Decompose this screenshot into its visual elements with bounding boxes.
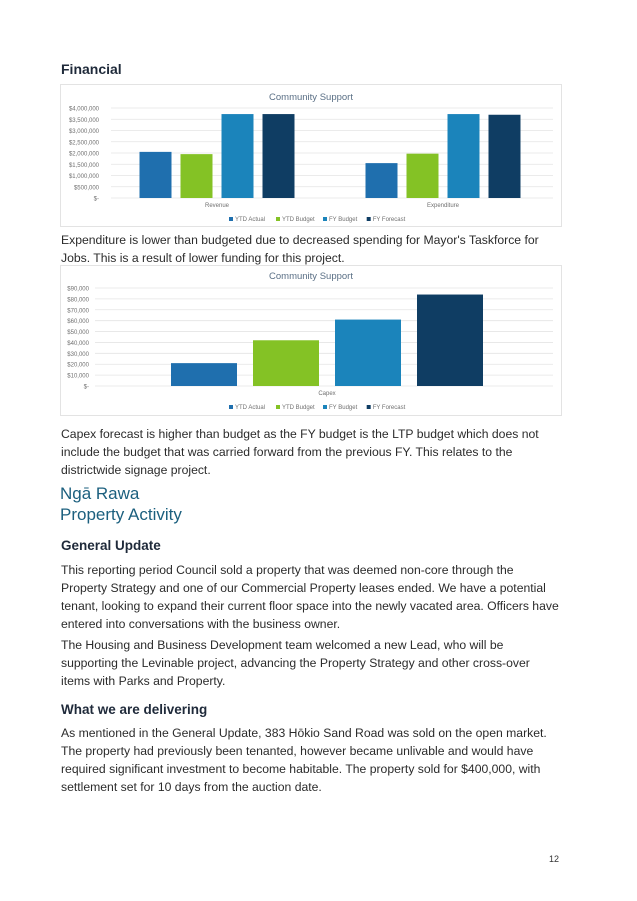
chart-2-svg (61, 266, 561, 415)
legend-swatch (323, 217, 327, 221)
bar-expenditure-fy-budget (448, 114, 480, 198)
bar-capex-fy-budget (335, 320, 401, 386)
legend-swatch (229, 217, 233, 221)
page-number: 12 (549, 854, 560, 864)
bar-revenue-fy-budget (222, 114, 254, 198)
capex-note: Capex forecast is higher than budget as the FY budget is the LTP budget which does not include the budget that was carried forward from the previous FY. This relates to the districtwide signage project. (61, 427, 539, 477)
bar-capex-ytd-actual (171, 363, 237, 386)
y-tick-label: $4,000,000 (68, 106, 99, 113)
legend-label: YTD Actual (235, 405, 266, 411)
y-tick-label: $2,000,000 (68, 151, 99, 158)
legend-label: FY Forecast (372, 217, 406, 223)
chart-community-support-capex (60, 265, 562, 416)
legend-label: YTD Budget (282, 405, 315, 411)
y-tick-label: $1,000,000 (68, 174, 99, 180)
bar-revenue-fy-forecast (263, 114, 295, 198)
y-tick-label: $70,000 (67, 308, 89, 315)
y-tick-label: $500,000 (73, 185, 99, 192)
y-tick-label: $10,000 (67, 373, 89, 380)
legend-swatch (276, 405, 280, 409)
expenditure-note: Expenditure is lower than budgeted due to decreased spending for Mayor's Taskforce for Jobs. This is a result of lower funding for this project. (61, 233, 539, 265)
legend-swatch (367, 217, 371, 221)
y-tick-label: $3,500,000 (68, 117, 99, 124)
legend-label: FY Forecast (372, 405, 406, 411)
bar-revenue-ytd-actual (140, 152, 172, 198)
legend-swatch (276, 217, 280, 221)
legend-label: YTD Budget (282, 217, 315, 223)
chart-title: Community Support (269, 92, 353, 103)
y-tick-label: $60,000 (67, 319, 89, 326)
delivering-paragraph: As mentioned in the General Update, 383 Hōkio Sand Road was sold on the open market. The property had previously been tenanted, however became unlivable and would have required significant investment to become habitable. The property sold for $400,000, with settlement set for 10 days from the auction date. (61, 726, 547, 794)
y-tick-label: $90,000 (67, 286, 89, 293)
y-tick-label: $80,000 (67, 297, 89, 304)
bar-capex-fy-forecast (417, 295, 483, 386)
bar-capex-ytd-budget (253, 340, 319, 386)
legend-label: FY Budget (329, 405, 358, 411)
y-tick-label: $50,000 (67, 330, 89, 337)
legend-label: FY Budget (329, 217, 358, 223)
bar-expenditure-fy-forecast (489, 115, 521, 198)
general-update-heading: General Update (61, 538, 161, 553)
section-title (60, 483, 182, 525)
y-tick-label: $1,500,000 (68, 162, 99, 169)
bar-expenditure-ytd-actual (366, 163, 398, 198)
y-tick-label: $- (83, 384, 89, 391)
general-update-paragraph-2: The Housing and Business Development team welcomed a new Lead, who will be supporting the Levinable project, advancing the Property Strategy and other cross-over items with Parks and Property. (61, 638, 530, 688)
bar-revenue-ytd-budget (181, 154, 213, 198)
x-category-label: Revenue (204, 203, 230, 209)
y-tick-label: $30,000 (67, 351, 89, 358)
x-category-label: Capex (318, 391, 336, 397)
x-category-label: Expenditure (426, 203, 460, 209)
y-tick-label: $40,000 (67, 340, 89, 347)
y-tick-label: $3,000,000 (68, 129, 99, 135)
legend-label: YTD Actual (235, 217, 266, 223)
chart-1-svg (61, 85, 561, 226)
delivering-heading: What we are delivering (61, 702, 208, 717)
section-title-english: Property Activity (60, 505, 182, 524)
bar-expenditure-ytd-budget (407, 154, 439, 198)
financial-heading: Financial (61, 61, 122, 77)
y-tick-label: $2,500,000 (68, 140, 99, 147)
general-update-paragraph-1: This reporting period Council sold a property that was deemed non-core through the Property Strategy and one of our Commercial Property leases ended. We have a potential tenant, looking to expand their current floor space into the newly vacated area. Officers have entered into conversations with the business owner. (61, 563, 559, 631)
section-title-maori: Ngā Rawa (60, 484, 140, 503)
y-tick-label: $- (93, 196, 99, 203)
legend-swatch (323, 405, 327, 409)
legend-swatch (229, 405, 233, 409)
y-tick-label: $20,000 (67, 362, 89, 369)
chart-community-support-revenue-expenditure (60, 84, 562, 227)
chart-title: Community Support (269, 271, 353, 282)
legend-swatch (367, 405, 371, 409)
